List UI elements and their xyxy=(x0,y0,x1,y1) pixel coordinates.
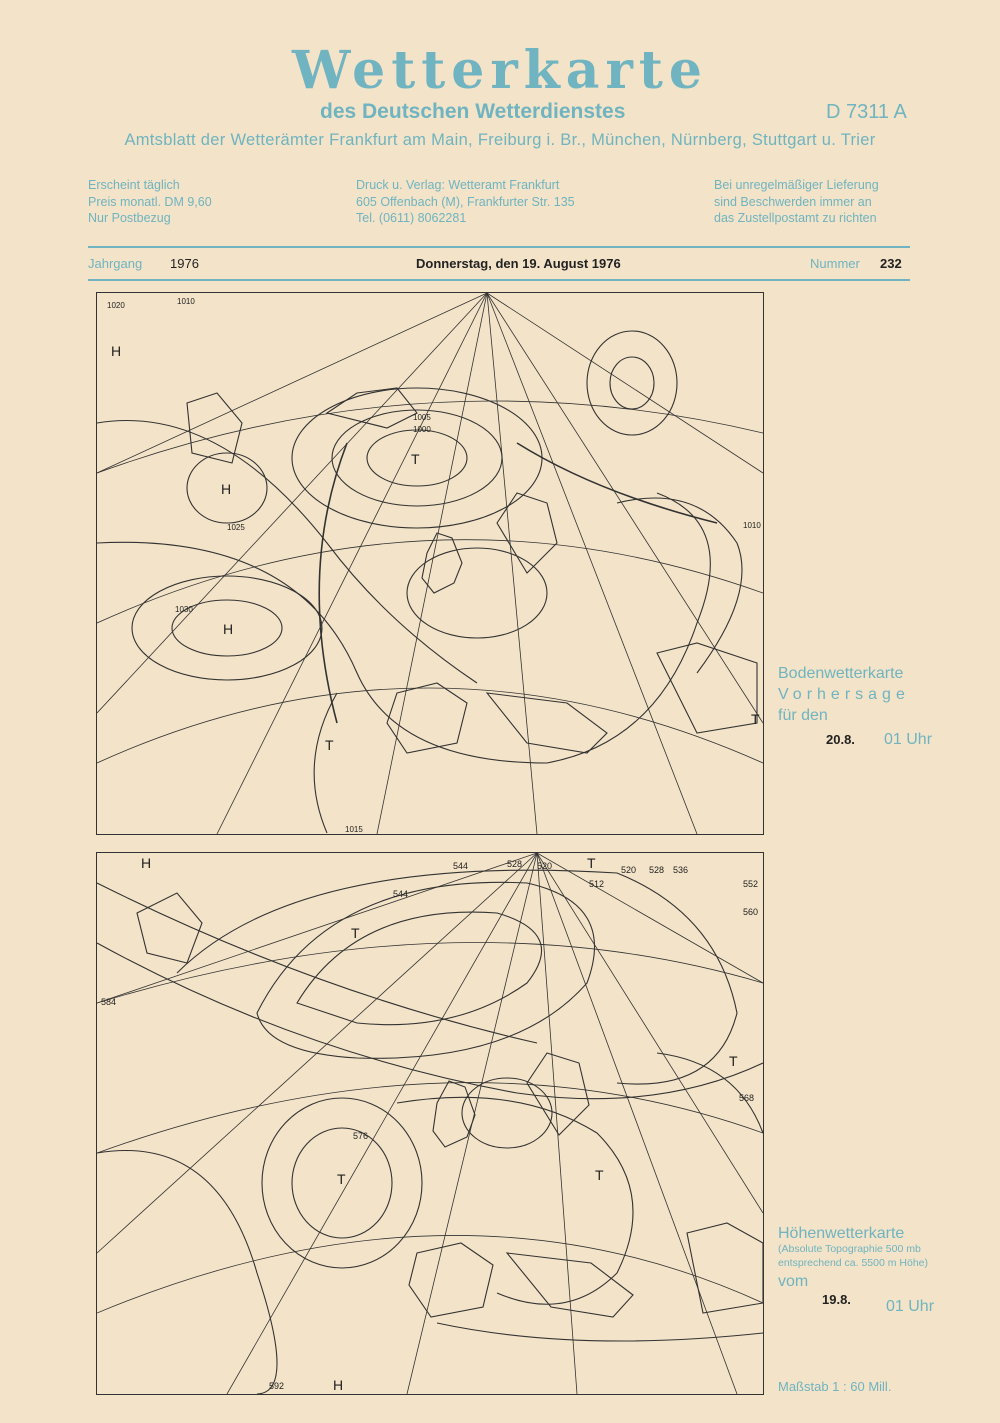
low-center: T xyxy=(337,1171,346,1187)
contour-label: 528 xyxy=(507,859,523,869)
isobar-label: 1010 xyxy=(177,297,195,306)
surface-map-date: 20.8. xyxy=(826,732,855,747)
map-scale: Maßstab 1 : 60 Mill. xyxy=(778,1379,892,1394)
masthead-title: Wetterkarte xyxy=(292,40,708,101)
isobar-label: 1015 xyxy=(345,825,363,834)
low-pressure-center: T xyxy=(411,451,420,467)
high-pressure-center: H xyxy=(221,481,232,497)
info-middle-line: 605 Offenbach (M), Frankfurter Str. 135 xyxy=(356,194,575,209)
surface-weather-map xyxy=(96,292,764,835)
info-right-line: sind Beschwerden immer an xyxy=(714,194,872,209)
nummer-label: Nummer xyxy=(810,256,860,271)
contour-label: 520 xyxy=(537,861,553,871)
issue-date: Donnerstag, den 19. August 1976 xyxy=(416,256,621,271)
caption-line: Höhenwetterkarte xyxy=(778,1225,905,1242)
subcaption-line: entsprechend ca. 5500 m Höhe) xyxy=(778,1257,929,1269)
low-center: T xyxy=(351,925,360,941)
contour-label: 544 xyxy=(393,889,409,899)
contour-label: 520 xyxy=(621,865,637,875)
isobar-label: 1020 xyxy=(107,301,125,310)
amtsblatt-line: Amtsblatt der Wetterämter Frankfurt am Main, Freiburg i. Br., München, Nürnberg, Stuttgart u. Trier xyxy=(124,131,876,149)
low-center: T xyxy=(587,855,596,871)
jahrgang-value: 1976 xyxy=(170,256,199,271)
upper-air-map xyxy=(96,852,764,1395)
info-right-line: das Zustellpostamt zu richten xyxy=(714,211,877,225)
isobar-label: 1005 xyxy=(413,413,431,422)
contour-label: 512 xyxy=(589,879,605,889)
low-center: T xyxy=(729,1053,738,1069)
caption-line: Bodenwetterkarte xyxy=(778,665,904,682)
upper-map-caption xyxy=(778,1223,904,1244)
isobar-label: 1010 xyxy=(743,521,761,530)
info-middle-line: Druck u. Verlag: Wetteramt Frankfurt xyxy=(356,178,560,192)
high-center: H xyxy=(333,1377,344,1393)
upper-map-subcaption xyxy=(778,1242,928,1270)
info-middle-line: Tel. (0611) 8062281 xyxy=(356,211,467,225)
upper-map-time: 01 Uhr xyxy=(886,1298,935,1315)
upper-map-vom: vom xyxy=(778,1273,809,1290)
surface-map-caption xyxy=(778,663,910,726)
contour-label: 560 xyxy=(743,907,759,917)
contour-label: 568 xyxy=(739,1093,755,1103)
contour-label: 528 xyxy=(649,865,665,875)
nummer-value: 232 xyxy=(880,256,902,271)
low-pressure-center: T xyxy=(325,737,334,753)
high-pressure-center: H xyxy=(223,621,234,637)
contour-label: 544 xyxy=(453,861,469,871)
low-center: T xyxy=(595,1167,604,1183)
masthead-subtitle: des Deutschen Wetterdienstes xyxy=(320,100,626,123)
contour-label: 552 xyxy=(743,879,759,889)
info-left-line: Preis monatl. DM 9,60 xyxy=(88,194,212,209)
high-center: H xyxy=(141,855,152,871)
low-pressure-center: T xyxy=(751,711,760,727)
contour-label: 592 xyxy=(269,1381,285,1391)
rule-top xyxy=(88,246,910,248)
rule-bottom xyxy=(88,279,910,281)
info-right xyxy=(714,177,879,227)
subcaption-line: (Absolute Topographie 500 mb xyxy=(778,1243,921,1255)
contour-label: 536 xyxy=(673,865,689,875)
isobar-label: 1030 xyxy=(175,605,193,614)
contour-label: 584 xyxy=(101,997,117,1007)
info-middle xyxy=(356,177,575,227)
jahrgang-label: Jahrgang xyxy=(88,256,143,271)
caption-line: Vorhersage xyxy=(778,686,910,703)
high-pressure-center: H xyxy=(111,343,122,359)
publication-code: D 7311 A xyxy=(826,101,907,123)
info-right-line: Bei unregelmäßiger Lieferung xyxy=(714,178,879,192)
isobar-label: 1000 xyxy=(413,425,431,434)
upper-map-date: 19.8. xyxy=(822,1292,851,1307)
info-left-line: Erscheint täglich xyxy=(88,178,180,192)
caption-line: für den xyxy=(778,707,828,724)
isobar-label: 1025 xyxy=(227,523,245,532)
info-left xyxy=(88,177,212,227)
surface-map-time: 01 Uhr xyxy=(884,731,933,748)
info-left-line: Nur Postbezug xyxy=(88,211,171,225)
contour-label: 576 xyxy=(353,1131,369,1141)
